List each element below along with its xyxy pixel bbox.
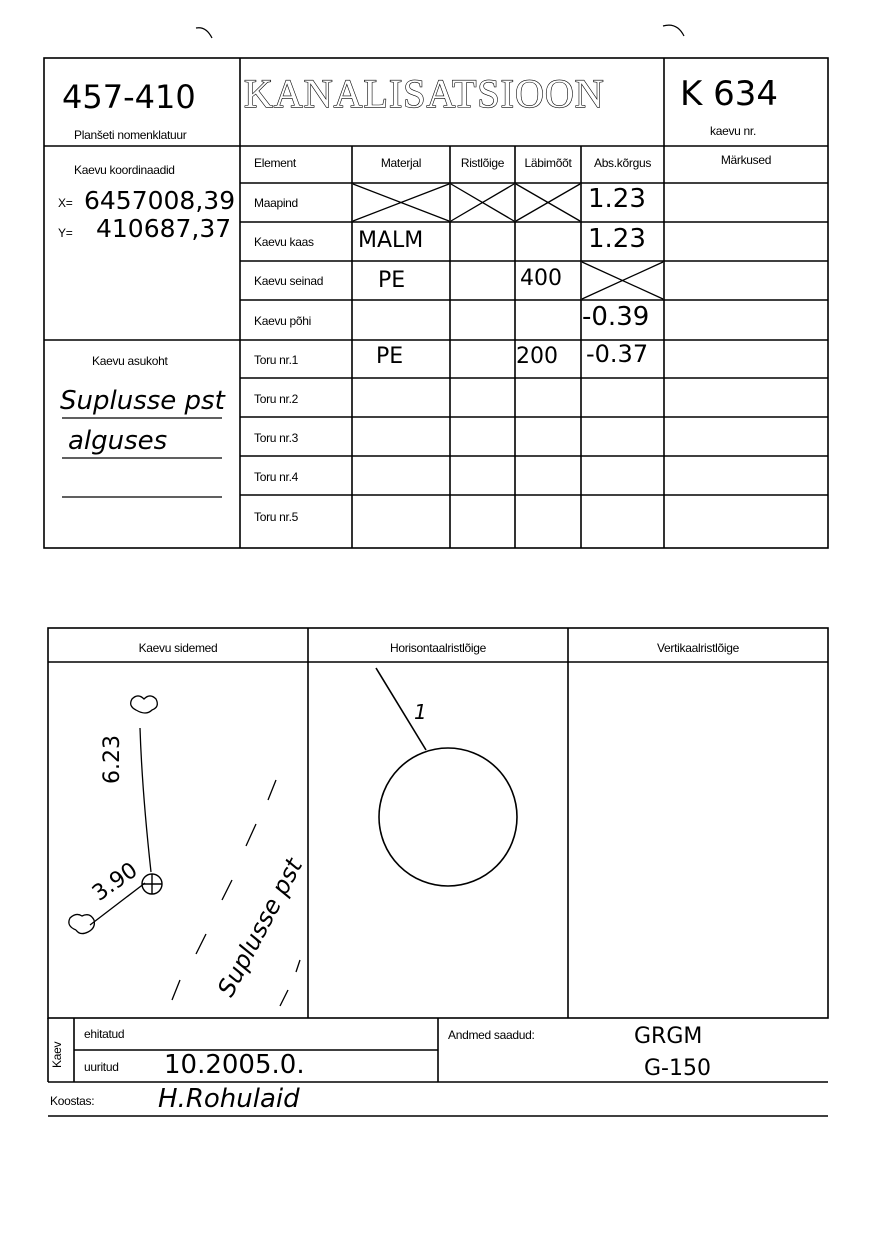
data-source-label: Andmed saadud: xyxy=(448,1028,535,1042)
x-prefix: X= xyxy=(58,196,73,210)
street-name: Suplusse pst xyxy=(212,853,309,1002)
y-prefix: Y= xyxy=(58,226,73,240)
row-material: MALM xyxy=(358,228,424,253)
well-label: Kaev xyxy=(50,1041,64,1068)
compiled-by-value: H.Rohulaid xyxy=(158,1084,300,1114)
row-element-label: Toru nr.4 xyxy=(254,470,298,484)
row-abs-height: 1.23 xyxy=(588,224,646,254)
ties-label: Kaevu sidemed xyxy=(138,641,218,655)
plansheet-number: 457-410 xyxy=(62,78,196,116)
surveyed-label: uuritud xyxy=(84,1060,119,1074)
vertical-section-label: Vertikaalristlõige xyxy=(657,641,739,655)
location-label: Kaevu asukoht xyxy=(92,354,168,368)
page-title: KANALISATSIOON xyxy=(244,71,605,116)
row-abs-height: 1.23 xyxy=(588,184,646,214)
row-element-label: Toru nr.3 xyxy=(254,431,298,445)
surveyed-date: 10.2005.0. xyxy=(164,1050,305,1080)
row-element-label: Kaevu kaas xyxy=(254,235,314,249)
y-coordinate: 410687,37 xyxy=(96,214,232,243)
col-header-material: Materjal xyxy=(380,156,422,170)
data-source-value-1: GRGM xyxy=(634,1024,703,1049)
row-abs-height: -0.37 xyxy=(586,340,649,368)
well-number: K 634 xyxy=(680,74,778,114)
row-diameter: 200 xyxy=(516,344,558,369)
plansheet-label: Planšeti nomenklatuur xyxy=(74,128,187,142)
row-element-label: Toru nr.5 xyxy=(254,510,298,524)
location-line-1: Suplusse pst xyxy=(60,386,225,416)
row-material: PE xyxy=(376,344,404,369)
x-coordinate: 6457008,39 xyxy=(84,186,236,215)
col-header-element: Element xyxy=(254,156,296,170)
col-header-notes: Märkused xyxy=(720,153,772,167)
built-label: ehitatud xyxy=(84,1027,125,1041)
coordinates-label: Kaevu koordinaadid xyxy=(74,163,175,177)
row-element-label: Maapind xyxy=(254,196,298,210)
compiled-by-label: Koostas: xyxy=(50,1094,95,1108)
row-element-label: Kaevu seinad xyxy=(254,274,324,288)
row-element-label: Toru nr.2 xyxy=(254,392,298,406)
location-line-2: alguses xyxy=(68,426,168,456)
col-header-cross-section: Ristlõige xyxy=(460,156,505,170)
tie-distance-1: 6.23 xyxy=(100,735,125,784)
well-number-label: kaevu nr. xyxy=(710,124,756,138)
row-element-label: Kaevu põhi xyxy=(254,314,312,328)
horizontal-section-label: Horisontaalristlõige xyxy=(389,641,487,655)
row-element-label: Toru nr.1 xyxy=(254,353,298,367)
col-header-diameter: Läbimõõt xyxy=(524,156,572,170)
tie-distance-2: 3.90 xyxy=(88,857,143,907)
data-source-value-2: G-150 xyxy=(644,1056,711,1081)
col-header-abs-height: Abs.kõrgus xyxy=(593,156,652,170)
row-material: PE xyxy=(378,268,406,293)
pipe-number: 1 xyxy=(414,700,427,724)
row-abs-height: -0.39 xyxy=(582,302,650,332)
row-diameter: 400 xyxy=(520,266,562,291)
